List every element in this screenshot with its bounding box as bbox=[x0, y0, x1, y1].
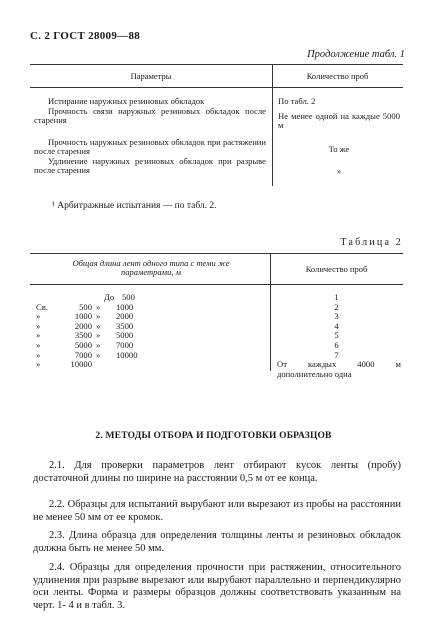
page-header: С. 2 ГОСТ 28009—88 bbox=[30, 30, 141, 42]
table2-count: 1 bbox=[334, 292, 339, 302]
table2-prefix: Св. bbox=[36, 301, 48, 312]
table2-header-rule bbox=[30, 284, 403, 285]
table2-count: 6 bbox=[334, 340, 339, 350]
table2-to: 10000 bbox=[116, 349, 138, 360]
table2-mid: » bbox=[96, 301, 101, 312]
table2-count: От каждых 4000 м дополнительно одна bbox=[277, 359, 401, 379]
footnote: ¹ Арбитражные испытания — по табл. 2. bbox=[52, 201, 217, 211]
table2-prefix: » bbox=[36, 320, 41, 331]
table2-from: 2000 bbox=[74, 320, 92, 331]
table2-to: 5000 bbox=[116, 330, 134, 341]
table1-param: Прочность наружных резиновых обкладок при растяжении после старения bbox=[34, 137, 266, 156]
table1-count: По табл. 2 bbox=[278, 96, 316, 106]
table2-count: 3 bbox=[334, 311, 339, 322]
table2-prefix: » bbox=[36, 311, 41, 322]
paragraph: 2.4. Образцы для определения прочности при растяжении, относительного удлинения при разрыве вырезают или вырубают параллельно и перпендикулярно оси ленты. Форма и размеры образцов должны соответствовать указанным на черт. 1- 4 и в табл. 3. bbox=[33, 562, 401, 611]
table1-param: Прочность связи наружных резиновых обкладок после старения bbox=[34, 106, 266, 125]
table2-to: 2000 bbox=[116, 311, 134, 322]
table2-to: 1000 bbox=[116, 301, 134, 312]
table2-mid: » bbox=[96, 311, 101, 322]
table2-count: 2 bbox=[334, 301, 339, 312]
table2-prefix: » bbox=[36, 349, 41, 360]
table2-from: 1000 bbox=[74, 311, 92, 322]
table2-col-length: Общая длина лент одного типа с теми же параметрами, м bbox=[72, 258, 230, 277]
table2-prefix: » bbox=[36, 340, 41, 350]
table1-param: Истирание наружных резиновых обкладок bbox=[48, 96, 205, 106]
table2-from: 10000 bbox=[70, 359, 92, 370]
section-heading: 2. МЕТОДЫ ОТБОРА И ПОДГОТОВКИ ОБРАЗЦОВ bbox=[95, 431, 332, 441]
table2-to: 500 bbox=[122, 292, 135, 302]
table1-header-rule bbox=[30, 87, 403, 88]
table1-count: Не менее одной на каждые 5000 м bbox=[278, 111, 400, 130]
table1-col-count: Количество проб bbox=[306, 71, 369, 81]
table2-prefix: » bbox=[36, 330, 41, 341]
table2-from: 5000 bbox=[74, 340, 92, 350]
table2-mid: » bbox=[96, 349, 101, 360]
table1-count: То же bbox=[328, 144, 350, 154]
table2-top-rule bbox=[30, 253, 403, 254]
table2-mid: » bbox=[96, 330, 101, 341]
paragraph: 2.2. Образцы для испытаний вырубают или вырезают из пробы на расстоянии не менее 50 мм от ее кромок. bbox=[33, 499, 401, 523]
table1-top-rule bbox=[30, 64, 403, 65]
table2-count: 5 bbox=[334, 330, 339, 341]
table2-mid: » bbox=[96, 320, 101, 331]
table1-param: Удлинение наружных резиновых обкладок при разрыве после старения bbox=[34, 156, 266, 175]
table2-count: 7 bbox=[334, 349, 339, 360]
table2-count: 4 bbox=[334, 320, 339, 331]
table2-col-count: Количество проб bbox=[305, 264, 368, 274]
table2-title: Таблица 2 bbox=[340, 237, 403, 248]
paragraph: 2.1. Для проверки параметров лент отбирают кусок ленты (пробу) достаточной длины по ширине на расстоянии 0,5 м от ее конца. bbox=[33, 460, 401, 484]
table2-from: 7000 bbox=[74, 349, 92, 360]
table2-to: 3500 bbox=[116, 320, 134, 331]
table1-count: » bbox=[336, 166, 342, 176]
table2-to: 7000 bbox=[116, 340, 134, 350]
table2-from: 3500 bbox=[74, 330, 92, 341]
table2-mid: » bbox=[96, 340, 101, 350]
table2-prefix: » bbox=[36, 359, 41, 370]
table1-column-divider bbox=[272, 64, 273, 186]
table1-col-params: Параметры bbox=[130, 71, 172, 81]
table2-mid: До bbox=[104, 292, 115, 302]
paragraph: 2.3. Длина образца для определения толщины ленты и резиновых обкладок должна быть не менее 50 мм. bbox=[33, 530, 401, 554]
table-continuation-label: Продолжение табл. 1 bbox=[307, 49, 405, 60]
table2-from: 500 bbox=[79, 301, 92, 312]
